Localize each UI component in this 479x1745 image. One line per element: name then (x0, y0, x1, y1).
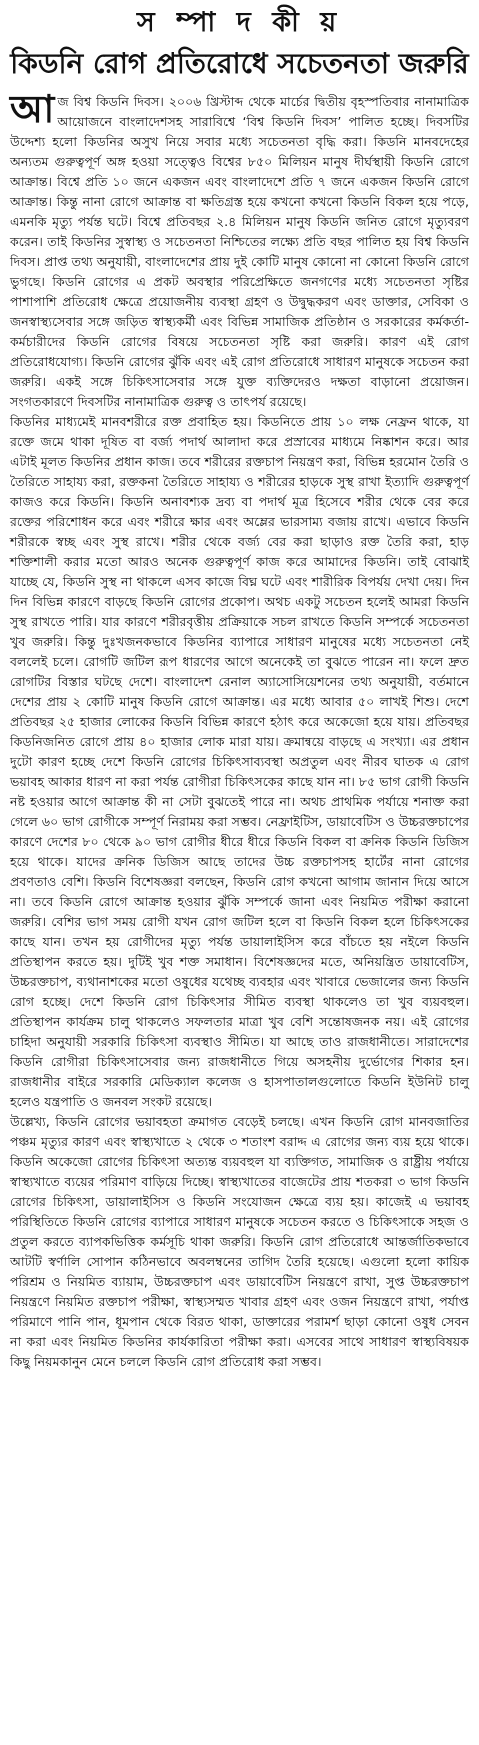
article-body (10, 87, 469, 1372)
drop-cap: আ (10, 87, 55, 131)
article-paragraph-1 (10, 87, 469, 412)
section-label: স ম্পা দ কী য় (136, 7, 343, 38)
article-paragraph-3: উল্লেখ্য, কিডনি রোগের ভয়াবহতা ক্রমাগত বেড়েই চলছে। এখন কিডনি রোগ মানবজাতির পঞ্চম মৃত্যুর কারণ এবং স্বাস্থ্যখাতে ২ থেকে ৩ শতাংশ বরাদ্দ এ রোগের জন্য ব্যয় হয়ে থাকে। কিডনি অকেজো রোগের চিকিৎসা অত্যন্ত ব্যয়বহুল যা ব্যক্তিগত, সামাজিক ও রাষ্ট্রীয় পর্যায়ে স্বাস্থ্যখাতে ব্যয়ের পরিমাণ বাড়িয়ে দিচ্ছে। স্বাস্থ্যখাতের বাজেটের প্রায় শতকরা ৩ ভাগ কিডনি রোগের চিকিৎসা, ডায়ালাইসিস ও কিডনি সংযোজন ক্ষেত্রে ব্যয় হয়। কাজেই এ ভয়াবহ পরিস্থিতিতে কিডনি রোগের ব্যাপারে সাধারণ মানুষকে সচেতন করতে ও চিকিৎসাকে সহজ ও প্রতুল করতে ব্যাপকভিত্তিক কর্মসূচি থাকা জরুরি। কিডনি রোগ প্রতিরোধে আন্তর্জাতিকভাবে আটটি স্বর্ণালি সোপান কঠিনভাবে অবলম্বনের তাগিদ তৈরি হয়েছে। এগুলো হলো কায়িক পরিশ্রম ও নিয়মিত ব্যায়াম, উচ্চরক্তচাপ এবং ডায়াবেটিস নিয়ন্ত্রণে রাখা, সুপ্ত উচ্চরক্তচাপ নিয়ন্ত্রণে নিয়মিত রক্তচাপ পরীক্ষা, স্বাস্থ্যসম্মত খাবার গ্রহণ এবং ওজন নিয়ন্ত্রণে রাখা, পর্যাপ্ত পরিমাণে পানি পান, ধূমপান থেকে বিরত থাকা, ডাক্তারের পরামর্শ ছাড়া কোনো ওষুধ সেবন না করা এবং নিয়মিত কিডনির কার্যকারিতা পরীক্ষা করা। এসবের সাথে সাধারণ স্বাস্থ্যবিষয়ক কিছু নিয়মকানুন মেনে চললে কিডনি রোগ প্রতিরোধ করা সম্ভব। (10, 1114, 469, 1369)
headline: কিডনি রোগ প্রতিরোধে সচেতনতা জরুরি (10, 47, 469, 80)
article-paragraph-2: কিডনির মাধ্যমেই মানবশরীরে রক্ত প্রবাহিত হয়। কিডনিতে প্রায় ১০ লক্ষ নেফ্রন থাকে, যা রক্তে জমে থাকা দূষিত বা বর্জ্য পদার্থ আলাদা করে প্রস্রাবের মাধ্যমে নিষ্কাশন করে। আর এটাই মূলত কিডনির প্রধান কাজ। তবে শরীরের রক্তচাপ নিয়ন্ত্রণ করা, বিভিন্ন হরমোন তৈরি ও তৈরিতে সাহায্য করা, রক্তকনা তৈরিতে সাহায্য ও শরীরের হাড়কে সুস্থ রাখা ইত্যাদি গুরুত্বপূর্ণ কাজও করে কিডনি। কিডনি অনাবশ্যক দ্রব্য বা পদার্থ মূত্র হিসেবে শরীর থেকে বের করে রক্তের পরিশোধন করে এবং শরীরে ক্ষার এবং অম্লের ভারসাম্য বজায় রাখে। এভাবে কিডনি শরীরকে স্বচ্ছ এবং সুস্থ রাখে। শরীর থেকে বর্জ্য বের করা ছাড়াও রক্ত তৈরি করা, হাড় শক্তিশালী করার মতো আরও অনেক গুরুত্বপূর্ণ কাজ করে আমাদের কিডনি। তাই বোঝাই যাচ্ছে যে, কিডনি সুস্থ না থাকলে এসব কাজে বিঘ্ন ঘটে এবং শারীরিক বিপর্যয় দেখা দেয়। দিন দিন বিভিন্ন কারণে বাড়ছে কিডনি রোগের প্রকোপ। অথচ একটু সচেতন হলেই আমরা কিডনি সুস্থ রাখতে পারি। যার কারণে শরীরবৃত্তীয় প্রক্রিয়াকে সচল রাখতে কিডনি সম্পর্কে সচেতনতা খুব জরুরি। কিন্তু দুঃখজনকভাবে কিডনির ব্যাপারে সাধারণ মানুষের মধ্যে সচেতনতা নেই বললেই চলে। রোগটি জটিল রূপ ধারণের আগে অনেকেই তা বুঝতে পারেন না। ফলে দ্রুত রোগটির বিস্তার ঘটছে দেশে। বাংলাদেশ রেনাল অ্যাসোসিয়েশনের তথ্য অনুযায়ী, বর্তমানে দেশের প্রায় ২ কোটি মানুষ কিডনি রোগে আক্রান্ত। এর মধ্যে আবার ৫০ লাখই শিশু। দেশে প্রতিবছর ২৫ হাজার লোকের কিডনি বিভিন্ন কারণে হঠাৎ করে অকেজো হয়ে যায়। প্রতিবছর কিডনিজনিত রোগে প্রায় ৪০ হাজার লোক মারা যায়। ক্রমান্বয়ে বাড়ছে এ সংখ্যা। এর প্রধান দুটো কারণ হচ্ছে দেশে কিডনি রোগের চিকিৎসাব্যবস্থা অপ্রতুল এবং নীরব ঘাতক এ রোগ ভয়াবহ আকার ধারণ না করা পর্যন্ত রোগীরা চিকিৎসকের কাছে যান না। ৮৫ ভাগ রোগী কিডনি নষ্ট হওয়ার আগে আক্রান্ত কী না সেটা বুঝতেই পারে না। অথচ প্রাথমিক পর্যায়ে শনাক্ত করা গেলে ৬০ ভাগ রোগীকে সম্পূর্ণ নিরাময় করা সম্ভব। নেফ্রাইটিস, ডায়াবেটিস ও উচ্চরক্তচাপের কারণে দেশের ৮০ থেকে ৯০ ভাগ রোগীর ধীরে ধীরে কিডনি বিকল বা ক্রনিক কিডনি ডিজিস হয়ে থাকে। যাদের ক্রনিক ডিজিস আছে তাদের উচ্চ রক্তচাপসহ হার্টের নানা রোগের প্রবণতাও বেশি। কিডনি বিশেষজ্ঞরা বলছেন, কিডনি রোগ কখনো আগাম জানান দিয়ে আসে না। তবে কিডনি রোগে আক্রান্ত হওয়ার ঝুঁকি সম্পর্কে জানা এবং নিয়মিত পরীক্ষা করানো জরুরি। বেশির ভাগ সময় রোগী যখন রোগ জটিল হলে বা কিডনি বিকল হলে চিকিৎসকের কাছে যান। তখন হয় রোগীদের মৃত্যু পর্যন্ত ডায়ালাইসিস করে বাঁচতে হয় নইলে কিডনি প্রতিস্থাপন করতে হয়। দুটিই খুব শক্ত সমাধান। বিশেষজ্ঞদের মতে, অনিয়ন্ত্রিত ডায়াবেটিস, উচ্চরক্তচাপ, ব্যথানাশকের মতো ওষুধের যথেচ্ছ ব্যবহার এবং খাবারে ভেজালের জন্য কিডনি রোগ হচ্ছে। দেশে কিডনি রোগ চিকিৎসার সীমিত ব্যবস্থা থাকলেও তা খুব ব্যয়বহুল। প্রতিস্থাপন কার্যক্রম চালু থাকলেও সফলতার মাত্রা খুব বেশি সন্তোষজনক নয়। এই রোগের চাহিদা অনুযায়ী সরকারি চিকিৎসা ব্যবস্থাও সীমিত। যা আছে তাও রাজধানীতে। সারাদেশের কিডনি রোগীরা চিকিৎসাসেবার জন্য রাজধানীতে গিয়ে অসহনীয় দুর্ভোগের শিকার হন। রাজধানীর বাইরে সরকারি মেডিক্যাল কলেজ ও হাসপাতালগুলোতে কিডনি ইউনিট চালু হলেও যন্ত্রপাতি ও জনবল সংকট রয়েছে। (10, 414, 469, 1109)
paragraph-text: জ বিশ্ব কিডনি দিবস। ২০০৬ খ্রিস্টাব্দ থেকে মার্চের দ্বিতীয় বৃহস্পতিবার নানামাত্রিক আয়োজনে বাংলাদেশসহ সারাবিশ্বে ‘বিশ্ব কিডনি দিবস’ পালিত হচ্ছে। দিবসটির উদ্দেশ্য হলো কিডনির অসুখ নিয়ে সবার মধ্যে সচেতনতা বৃদ্ধি করা। কিডনি মানবদেহের অন্যতম গুরুত্বপূর্ণ অঙ্গ হওয়া সত্ত্বেও বিশ্বের ৮৫০ মিলিয়ন মানুষ দীর্ঘস্থায়ী কিডনি রোগে আক্রান্ত। বিশ্বে প্রতি ১০ জনে একজন এবং বাংলাদেশে প্রতি ৭ জনে একজন কিডনি রোগে আক্রান্ত। কিন্তু নানা রোগে আক্রান্ত বা ক্ষতিগ্রস্ত হয়ে কখনো কখনো কিডনি বিকল হয়ে পড়ে, এমনকি মৃত্যু পর্যন্ত ঘটে। বিশ্বে প্রতিবছর ২.৪ মিলিয়ন মানুষ কিডনি জনিত রোগে মৃত্যুবরণ করেন। তাই কিডনির সুস্বাস্থ্য ও সচেতনতা নিশ্চিতের লক্ষ্যে প্রতি বছর পালিত হয় বিশ্ব কিডনি দিবস। প্রাপ্ত তথ্য অনুযায়ী, বাংলাদেশের প্রায় দুই কোটি মানুষ কোনো না কোনো কিডনি রোগে ভুগছে। কিডনি রোগের এ প্রকট অবস্থার পরিপ্রেক্ষিতে জনগণের মধ্যে সচেতনতা সৃষ্টির পাশাপাশি প্রতিরোধ ক্ষেত্রে প্রয়োজনীয় ব্যবস্থা গ্রহণ ও উদ্বুদ্ধকরণ এবং ডাক্তার, সেবিকা ও জনস্বাস্থ্যসেবার সঙ্গে জড়িত স্বাস্থ্যকর্মী এবং বিভিন্ন সামাজিক প্রতিষ্ঠান ও সরকারের কর্মকর্তা-কর্মচারীদের কিডনি রোগের বিষয়ে সচেতনতা সৃষ্টি করা জরুরি। কারণ এই রোগ প্রতিরোধযোগ্য। কিডনি রোগের ঝুঁকি এবং এই রোগ প্রতিরোধে সাধারণ মানুষকে সচেতন করা জরুরি। একই সঙ্গে চিকিৎসাসেবার সঙ্গে যুক্ত ব্যক্তিদেরও দক্ষতা বাড়ানো প্রয়োজন। সংগতকারণে দিবসটির নানামাত্রিক গুরুত্ব ও তাৎপর্য রয়েছে। (10, 94, 469, 409)
